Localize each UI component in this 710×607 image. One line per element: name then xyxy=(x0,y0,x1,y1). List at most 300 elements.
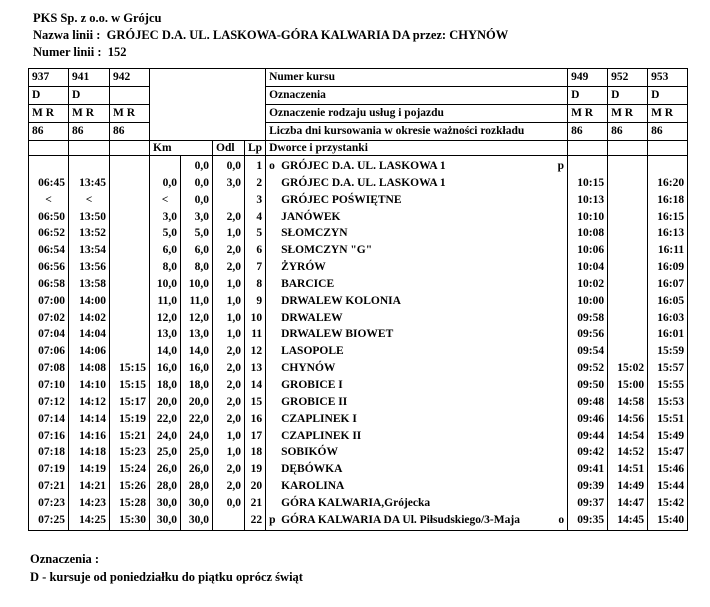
lp-value: 12 xyxy=(250,345,263,358)
stop-name: LASOPOLE xyxy=(281,345,344,358)
km1-value: 26,0 xyxy=(156,463,177,476)
stop-flag-left xyxy=(269,293,281,310)
t949-value: 09:42 xyxy=(577,446,605,459)
stop-flag-right xyxy=(554,209,564,226)
service-cell: M R xyxy=(568,105,608,123)
t941-value: 14:25 xyxy=(79,513,106,526)
stop-row xyxy=(269,293,564,310)
lp-value: 18 xyxy=(250,446,263,459)
t942-value xyxy=(113,209,146,226)
stop-flag-left xyxy=(269,175,281,192)
t949-value: 09:44 xyxy=(577,429,605,442)
t937-value: 06:58 xyxy=(38,277,65,290)
lp-value: 10 xyxy=(250,311,263,324)
t942-value: 15:17 xyxy=(119,395,146,408)
km2-value: 26,0 xyxy=(188,463,209,476)
t953-value: 15:46 xyxy=(657,463,685,476)
t953-value: 15:49 xyxy=(657,429,685,442)
stop-flag-left xyxy=(269,310,281,327)
t941-value: 14:08 xyxy=(79,362,106,375)
t949-value: 10:04 xyxy=(577,261,605,274)
t949-value: 09:46 xyxy=(577,412,605,425)
km1-value: 30,0 xyxy=(156,496,177,509)
t941-value xyxy=(72,158,106,175)
stop-flag-right xyxy=(554,259,564,276)
km1-value: 28,0 xyxy=(156,480,177,493)
stop-name: CZAPLINEK II xyxy=(281,429,362,442)
sub-header-blank xyxy=(648,141,688,156)
marking-cell: D xyxy=(69,87,110,105)
t949-value: 09:39 xyxy=(577,480,605,493)
stop-flag-right xyxy=(554,276,564,293)
t937-value: 07:12 xyxy=(38,395,65,408)
t953-value: 16:11 xyxy=(657,244,685,257)
t953-value: 15:59 xyxy=(657,345,685,358)
t941-value: 14:23 xyxy=(79,496,106,509)
marking-cell xyxy=(110,87,150,105)
stop-name: DRWALEW xyxy=(281,311,343,324)
stop-name: GRÓJEC D.A. UL. LASKOWA 1 xyxy=(281,160,446,172)
t949-value xyxy=(571,158,604,175)
line-name xyxy=(33,27,508,43)
km2-value: 20,0 xyxy=(188,395,209,408)
stop-row xyxy=(269,326,564,343)
km2-value: 8,0 xyxy=(194,261,209,274)
t941-value: 13:56 xyxy=(79,261,106,274)
course-number-cell: 953 xyxy=(648,69,688,87)
days-cell: 86 xyxy=(608,123,648,141)
t953-value: 15:42 xyxy=(657,496,685,509)
stop-flag-left xyxy=(269,444,281,461)
t941-value: 14:16 xyxy=(79,429,106,442)
t937-value: 07:21 xyxy=(38,480,65,493)
t937-value: 07:25 xyxy=(38,513,65,526)
stop-row xyxy=(269,461,564,478)
lp-value: 20 xyxy=(250,480,263,493)
km1-value: 16,0 xyxy=(156,362,177,375)
course-number-label: Numer kursu xyxy=(266,69,568,87)
t952-value: 14:54 xyxy=(617,429,645,442)
stop-name: CZAPLINEK I xyxy=(281,412,357,425)
t952-value: 15:02 xyxy=(617,362,645,375)
stop-row xyxy=(269,310,564,327)
t937-value: 07:08 xyxy=(38,362,65,375)
t952-value xyxy=(611,293,644,310)
km2-value: 14,0 xyxy=(188,345,209,358)
t952-value xyxy=(611,343,644,360)
lp-value: 21 xyxy=(250,496,263,509)
km2-value: 30,0 xyxy=(188,513,209,526)
odl-value: 0,0 xyxy=(226,496,241,509)
t937-value: 07:14 xyxy=(38,412,65,425)
stop-flag-right xyxy=(554,478,564,495)
t941-value: 14:06 xyxy=(79,345,106,358)
t949-value: 09:37 xyxy=(577,496,605,509)
t937-value: 06:50 xyxy=(38,210,65,223)
t953-value: 16:20 xyxy=(657,176,685,189)
km1-value: 24,0 xyxy=(156,429,177,442)
lp-value: 2 xyxy=(256,176,263,189)
t941-value: 14:04 xyxy=(79,328,106,341)
stop-flag-right xyxy=(554,444,564,461)
km1-value: 30,0 xyxy=(156,513,177,526)
lp-value: 3 xyxy=(256,193,263,206)
t952-value xyxy=(611,209,644,226)
odl-value: 2,0 xyxy=(226,362,241,375)
odl-value: 2,0 xyxy=(226,378,241,391)
km1-value: < xyxy=(161,193,169,206)
odl-value: 1,0 xyxy=(226,429,241,442)
lp-value: 6 xyxy=(256,244,263,257)
t952-value: 14:51 xyxy=(617,463,645,476)
stop-flag-right xyxy=(554,242,564,259)
t942-value: 15:28 xyxy=(119,496,146,509)
t941-value: < xyxy=(85,193,93,206)
lp-value: 11 xyxy=(251,328,263,341)
stop-row xyxy=(269,259,564,276)
t953-value: 16:01 xyxy=(657,328,685,341)
t941-value: 13:50 xyxy=(79,210,106,223)
t937-value: 07:06 xyxy=(38,345,65,358)
odl-value: 1,0 xyxy=(226,294,241,307)
odl-value xyxy=(216,512,241,529)
line-number-label: Numer linii : xyxy=(33,45,102,59)
service-cell: M R xyxy=(110,105,150,123)
stop-flag-right xyxy=(554,175,564,192)
t953-value: 15:40 xyxy=(657,513,685,526)
t949-value: 09:48 xyxy=(577,395,605,408)
times-column-952 xyxy=(608,156,648,531)
km1-value: 13,0 xyxy=(156,328,177,341)
t952-value: 14:56 xyxy=(617,412,645,425)
stop-flag-left xyxy=(269,326,281,343)
odl-value: 2,0 xyxy=(226,210,241,223)
km2-value: 30,0 xyxy=(188,496,209,509)
stop-name: DRWALEW BIOWET xyxy=(281,328,394,341)
t952-value xyxy=(611,175,644,192)
t953-value: 16:07 xyxy=(657,277,685,290)
t941-value: 14:12 xyxy=(79,395,106,408)
stop-flag-right xyxy=(554,310,564,327)
service-cell: M R xyxy=(648,105,688,123)
t953-value: 16:18 xyxy=(657,193,685,206)
stop-row xyxy=(269,360,564,377)
days-cell: 86 xyxy=(648,123,688,141)
t952-value: 14:58 xyxy=(617,395,645,408)
t937-value: 07:16 xyxy=(38,429,65,442)
service-cell: M R xyxy=(29,105,69,123)
stop-flag-left xyxy=(269,360,281,377)
service-cell: M R xyxy=(608,105,648,123)
stops-column xyxy=(266,156,568,531)
t952-value: 14:49 xyxy=(617,480,645,493)
t952-value xyxy=(611,310,644,327)
stop-flag-right xyxy=(554,394,564,411)
t942-value xyxy=(113,326,146,343)
lp-column xyxy=(245,156,266,531)
t941-value: 14:02 xyxy=(79,311,106,324)
t937-value: 07:23 xyxy=(38,496,65,509)
t952-value: 15:00 xyxy=(617,378,645,391)
marking-cell: D xyxy=(608,87,648,105)
t941-value: 14:14 xyxy=(79,412,106,425)
stop-name: SOBIKÓW xyxy=(281,446,338,459)
t942-value: 15:15 xyxy=(119,362,146,375)
stop-flag-left xyxy=(269,411,281,428)
course-number-cell: 942 xyxy=(110,69,150,87)
line-name-label: Nazwa linii : xyxy=(33,28,101,42)
t949-value: 10:06 xyxy=(577,244,605,257)
t942-value xyxy=(113,158,146,175)
t942-value xyxy=(113,175,146,192)
km2-value: 22,0 xyxy=(188,412,209,425)
stop-name: GROBICE I xyxy=(281,378,343,391)
course-number-cell: 937 xyxy=(29,69,69,87)
course-number-cell: 949 xyxy=(568,69,608,87)
t949-value: 09:41 xyxy=(577,463,605,476)
stop-name: GÓRA KALWARIA DA Ul. Piłsudskiego/3-Maja xyxy=(281,513,520,526)
operator-name: PKS Sp. z o.o. w Grójcu xyxy=(33,11,162,25)
odl-value: 2,0 xyxy=(226,395,241,408)
km-column-b xyxy=(181,156,213,531)
km1-value: 6,0 xyxy=(162,244,177,257)
times-column-937 xyxy=(29,156,69,531)
stop-flag-left xyxy=(269,225,281,242)
days-cell: 86 xyxy=(568,123,608,141)
stop-row xyxy=(269,242,564,259)
stop-row xyxy=(269,192,564,209)
sub-header-blank xyxy=(568,141,608,156)
stop-row xyxy=(269,394,564,411)
t937-value: 06:54 xyxy=(38,244,65,257)
days-cell: 86 xyxy=(110,123,150,141)
lp-value: 14 xyxy=(250,378,263,391)
stop-flag-right: p xyxy=(557,160,565,172)
stop-name: GRÓJEC POŚWIĘTNE xyxy=(281,193,402,206)
t952-value xyxy=(611,326,644,343)
t953-value xyxy=(651,158,684,175)
stop-row xyxy=(269,495,564,512)
t949-value: 10:13 xyxy=(577,193,605,206)
t937-value: < xyxy=(45,193,52,206)
km2-value: 3,0 xyxy=(194,210,209,223)
stop-flag-right xyxy=(554,293,564,310)
stop-name: DRWALEW KOLONIA xyxy=(281,294,401,307)
km2-value: 0,0 xyxy=(194,176,209,189)
line-name-value: GRÓJEC D.A. UL. LASKOWA-GÓRA KALWARIA DA przez: CHYNÓW xyxy=(106,28,509,42)
t953-value: 15:57 xyxy=(657,362,685,375)
t937-value: 06:45 xyxy=(38,176,65,189)
t942-value: 15:15 xyxy=(119,378,146,391)
km2-value: 11,0 xyxy=(189,294,209,307)
stop-flag-left xyxy=(269,495,281,512)
t941-value: 14:18 xyxy=(79,446,106,459)
km1-value: 5,0 xyxy=(162,227,177,240)
t942-value: 15:23 xyxy=(119,446,146,459)
stop-name: CHYNÓW xyxy=(281,362,336,375)
stop-name: DĘBÓWKA xyxy=(281,463,343,476)
t949-value: 10:00 xyxy=(577,294,605,307)
odl-value: 2,0 xyxy=(226,412,241,425)
t953-value: 16:15 xyxy=(657,210,685,223)
odl-header: Odl xyxy=(213,141,245,156)
course-number-cell: 952 xyxy=(608,69,648,87)
odl-column xyxy=(213,156,245,531)
t942-value: 15:21 xyxy=(119,429,146,442)
t953-value: 16:13 xyxy=(657,227,685,240)
lp-value: 5 xyxy=(256,227,263,240)
lp-value: 8 xyxy=(256,277,263,290)
km2-value: 12,0 xyxy=(188,311,209,324)
t953-value: 15:53 xyxy=(657,395,685,408)
header-blank-cell xyxy=(150,69,266,141)
t949-value: 09:54 xyxy=(577,345,605,358)
t941-value: 13:45 xyxy=(79,176,106,189)
stop-flag-left xyxy=(269,209,281,226)
km1-value: 8,0 xyxy=(162,261,177,274)
t952-value xyxy=(611,242,644,259)
stop-flag-right xyxy=(554,411,564,428)
stop-flag-left xyxy=(269,276,281,293)
stop-flag-right xyxy=(554,343,564,360)
stop-row xyxy=(269,276,564,293)
stop-row xyxy=(269,225,564,242)
km2-value: 16,0 xyxy=(188,362,209,375)
stop-flag-right xyxy=(554,428,564,445)
odl-value: 2,0 xyxy=(226,480,241,493)
marking-cell: D xyxy=(29,87,69,105)
km2-value: 0,0 xyxy=(194,160,209,172)
t949-value: 09:58 xyxy=(577,311,605,324)
stop-row xyxy=(269,428,564,445)
km1-value: 0,0 xyxy=(162,176,177,189)
t953-value: 16:05 xyxy=(657,294,685,307)
odl-value: 1,0 xyxy=(226,227,241,240)
lp-value: 19 xyxy=(250,463,263,476)
t942-value xyxy=(113,259,146,276)
km1-value: 10,0 xyxy=(156,277,177,290)
t949-value: 09:50 xyxy=(577,378,605,391)
t949-value: 10:08 xyxy=(577,227,605,240)
service-type-label: Oznaczenie rodzaju usług i pojazdu xyxy=(266,105,568,123)
times-column-942 xyxy=(110,156,150,531)
t942-value xyxy=(113,343,146,360)
t953-value: 15:47 xyxy=(657,446,685,459)
km-column-a xyxy=(150,156,181,531)
legend-d: D - kursuje od poniedziałku do piątku oprócz świąt xyxy=(30,570,303,584)
km2-value: 18,0 xyxy=(188,378,209,391)
odl-value: 1,0 xyxy=(226,328,241,341)
odl-value: 3,0 xyxy=(226,176,241,189)
t937-value: 07:04 xyxy=(38,328,65,341)
t942-value xyxy=(113,310,146,327)
sub-header-blank xyxy=(29,141,69,156)
stop-row xyxy=(269,343,564,360)
stations-header: Dworce i przystanki xyxy=(266,141,568,156)
odl-value: 2,0 xyxy=(226,345,241,358)
km1-value: 25,0 xyxy=(156,446,177,459)
t937-value xyxy=(32,158,65,175)
line-number xyxy=(33,44,127,60)
stop-name: GRÓJEC D.A. UL. LASKOWA 1 xyxy=(281,176,446,189)
stop-flag-right xyxy=(554,225,564,242)
km-header: Km xyxy=(150,141,213,156)
km1-value: 18,0 xyxy=(156,378,177,391)
t942-value: 15:24 xyxy=(119,463,146,476)
t941-value: 13:54 xyxy=(79,244,106,257)
stop-flag-right xyxy=(554,360,564,377)
km1-value: 20,0 xyxy=(156,395,177,408)
t942-value: 15:26 xyxy=(119,480,146,493)
stop-flag-right xyxy=(554,461,564,478)
t953-value: 15:55 xyxy=(657,378,685,391)
stop-name: GROBICE II xyxy=(281,395,348,408)
service-cell: M R xyxy=(69,105,110,123)
t937-value: 07:02 xyxy=(38,311,65,324)
t942-value xyxy=(113,192,146,209)
stop-name: KAROLINA xyxy=(281,480,345,493)
stop-flag-left xyxy=(269,478,281,495)
t937-value: 07:18 xyxy=(38,446,65,459)
km2-value: 28,0 xyxy=(188,480,209,493)
stop-name: JANÓWEK xyxy=(281,210,341,223)
days-cell: 86 xyxy=(69,123,110,141)
t942-value xyxy=(113,276,146,293)
line-number-value: 152 xyxy=(107,45,127,59)
t941-value: 13:58 xyxy=(79,277,106,290)
timetable xyxy=(28,68,688,531)
t949-value: 09:56 xyxy=(577,328,605,341)
t949-value: 09:52 xyxy=(577,362,605,375)
t941-value: 14:19 xyxy=(79,463,106,476)
t941-value: 14:21 xyxy=(79,480,106,493)
t952-value xyxy=(611,259,644,276)
km2-value: 0,0 xyxy=(194,193,209,206)
odl-value: 1,0 xyxy=(226,277,241,290)
marking-cell: D xyxy=(648,87,688,105)
stop-flag-left xyxy=(269,428,281,445)
lp-value: 7 xyxy=(256,261,263,274)
t937-value: 07:19 xyxy=(38,463,65,476)
t949-value: 10:10 xyxy=(577,210,605,223)
stop-name: SŁOMCZYN xyxy=(281,227,348,240)
times-column-949 xyxy=(568,156,608,531)
lp-value: 13 xyxy=(250,362,263,375)
stop-flag-left xyxy=(269,377,281,394)
km1-value: 11,0 xyxy=(157,294,177,307)
km1-value: 3,0 xyxy=(162,210,177,223)
stop-name: ŻYRÓW xyxy=(281,261,326,274)
t953-value: 15:44 xyxy=(657,480,685,493)
stop-flag-left xyxy=(269,394,281,411)
t952-value xyxy=(611,276,644,293)
times-column-953 xyxy=(648,156,688,531)
odl-value: 1,0 xyxy=(226,311,241,324)
days-cell: 86 xyxy=(29,123,69,141)
stop-name: SŁOMCZYN "G" xyxy=(281,244,373,257)
lp-value: 1 xyxy=(256,160,263,172)
legend-title: Oznaczenia : xyxy=(30,552,100,566)
stop-row xyxy=(269,444,564,461)
lp-value: 17 xyxy=(250,429,263,442)
t952-value xyxy=(611,158,644,175)
odl-value: 2,0 xyxy=(226,244,241,257)
t942-value xyxy=(113,293,146,310)
t952-value: 14:47 xyxy=(617,496,645,509)
t953-value: 16:03 xyxy=(657,311,685,324)
t937-value: 07:00 xyxy=(38,294,65,307)
t953-value: 15:51 xyxy=(657,412,685,425)
